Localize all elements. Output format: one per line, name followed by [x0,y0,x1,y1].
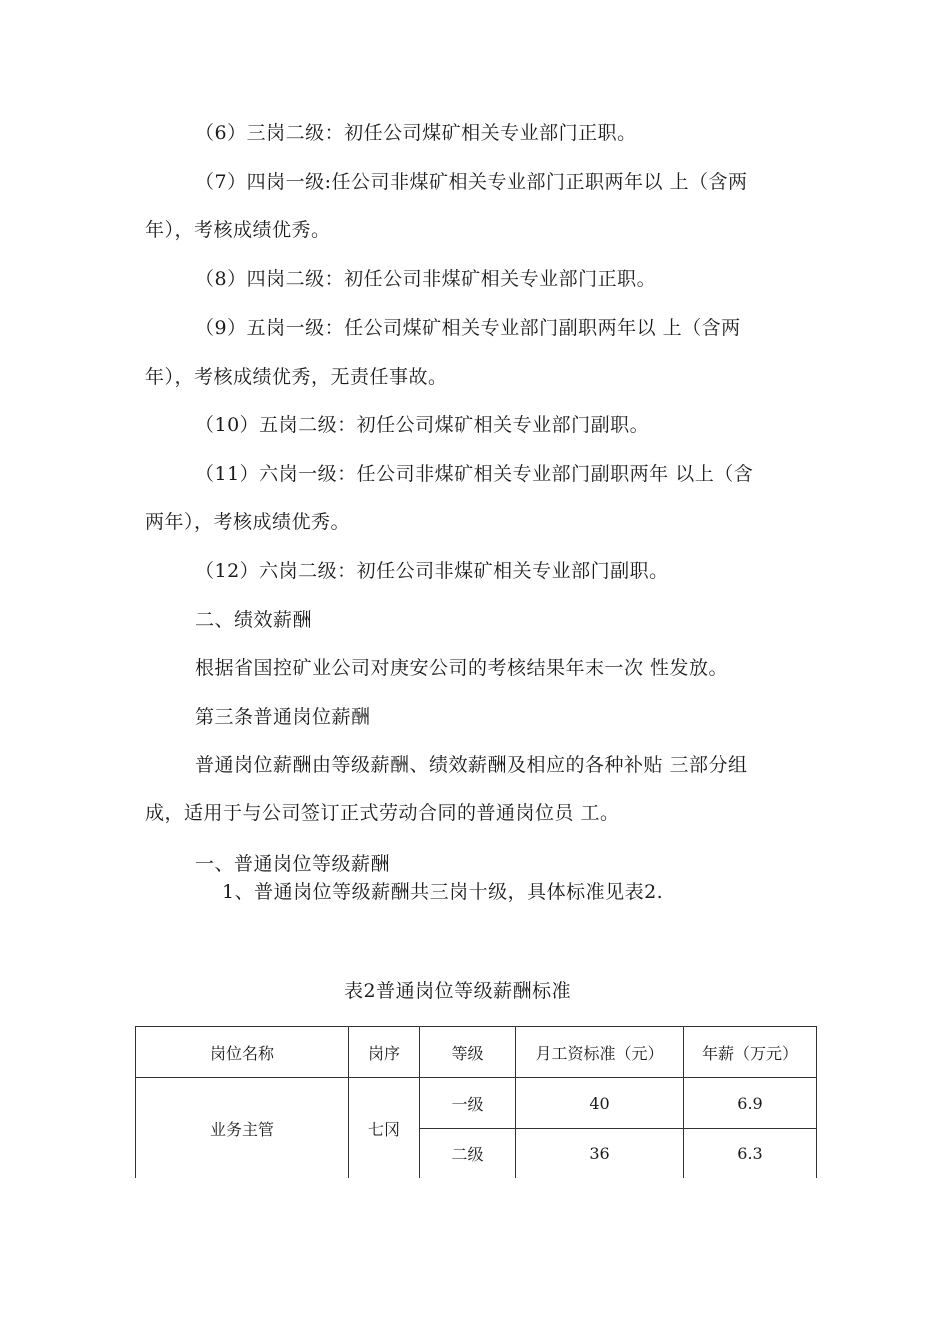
paragraph-9-line-2: 年），考核成绩优秀，无责任事故。 [145,366,448,388]
paragraph-8: （8）四岗二级：初任公司非煤矿相关专业部门正职。 [195,268,657,290]
table-row [136,1078,817,1129]
list-item-1: 1、普通岗位等级薪酬共三岗十级，具体标准见表2. [222,881,664,903]
cell-grade: 二级 [420,1129,516,1179]
cell-annual-salary: 6.3 [684,1129,817,1179]
section-heading-performance-pay: 二、绩效薪酬 [195,609,313,631]
table-header-row [136,1027,817,1078]
paragraph-ordinary-pay-line-1: 普通岗位薪酬由等级薪酬、绩效薪酬及相应的各种补贴 三部分组 [195,754,748,776]
cell-sequence: 七冈 [349,1078,420,1179]
paragraph-11-line-1: （11）六岗一级：任公司非煤矿相关专业部门副职两年 以上（含 [195,463,754,485]
section-heading-grade-pay: 一、普通岗位等级薪酬 [195,853,391,875]
header-position-name: 岗位名称 [136,1027,349,1078]
paragraph-7-line-2: 年），考核成绩优秀。 [145,219,331,241]
paragraph-6: （6）三岗二级：初任公司煤矿相关专业部门正职。 [195,122,637,144]
header-monthly-salary: 月工资标准（元） [516,1027,684,1078]
table-caption: 表2普通岗位等级薪酬标准 [344,980,572,1002]
paragraph-performance-pay: 根据省国控矿业公司对庚安公司的考核结果年末一次 性发放。 [195,657,729,679]
header-grade: 等级 [420,1027,516,1078]
cell-annual-salary: 6.9 [684,1078,817,1129]
paragraph-12: （12）六岗二级：初任公司非煤矿相关专业部门副职。 [195,560,669,582]
paragraph-11-line-2: 两年），考核成绩优秀。 [145,511,351,533]
header-sequence: 岗序 [349,1027,420,1078]
header-annual-salary: 年薪（万元） [684,1027,817,1078]
article-3-heading: 第三条普通岗位薪酬 [195,706,371,728]
paragraph-10: （10）五岗二级：初任公司煤矿相关专业部门副职。 [195,414,650,436]
paragraph-9-line-1: （9）五岗一级：任公司煤矿相关专业部门副职两年以 上（含两 [195,317,741,339]
cell-position-name: 业务主管 [136,1078,349,1179]
cell-grade: 一级 [420,1078,516,1129]
paragraph-ordinary-pay-line-2: 成，适用于与公司签订正式劳动合同的普通岗位员 工。 [145,802,620,824]
paragraph-7-line-1: （7）四岗一级:任公司非煤矿相关专业部门正职两年以 上（含两 [195,171,748,193]
salary-table [135,1026,817,1178]
cell-monthly-salary: 40 [516,1078,684,1129]
cell-monthly-salary: 36 [516,1129,684,1179]
